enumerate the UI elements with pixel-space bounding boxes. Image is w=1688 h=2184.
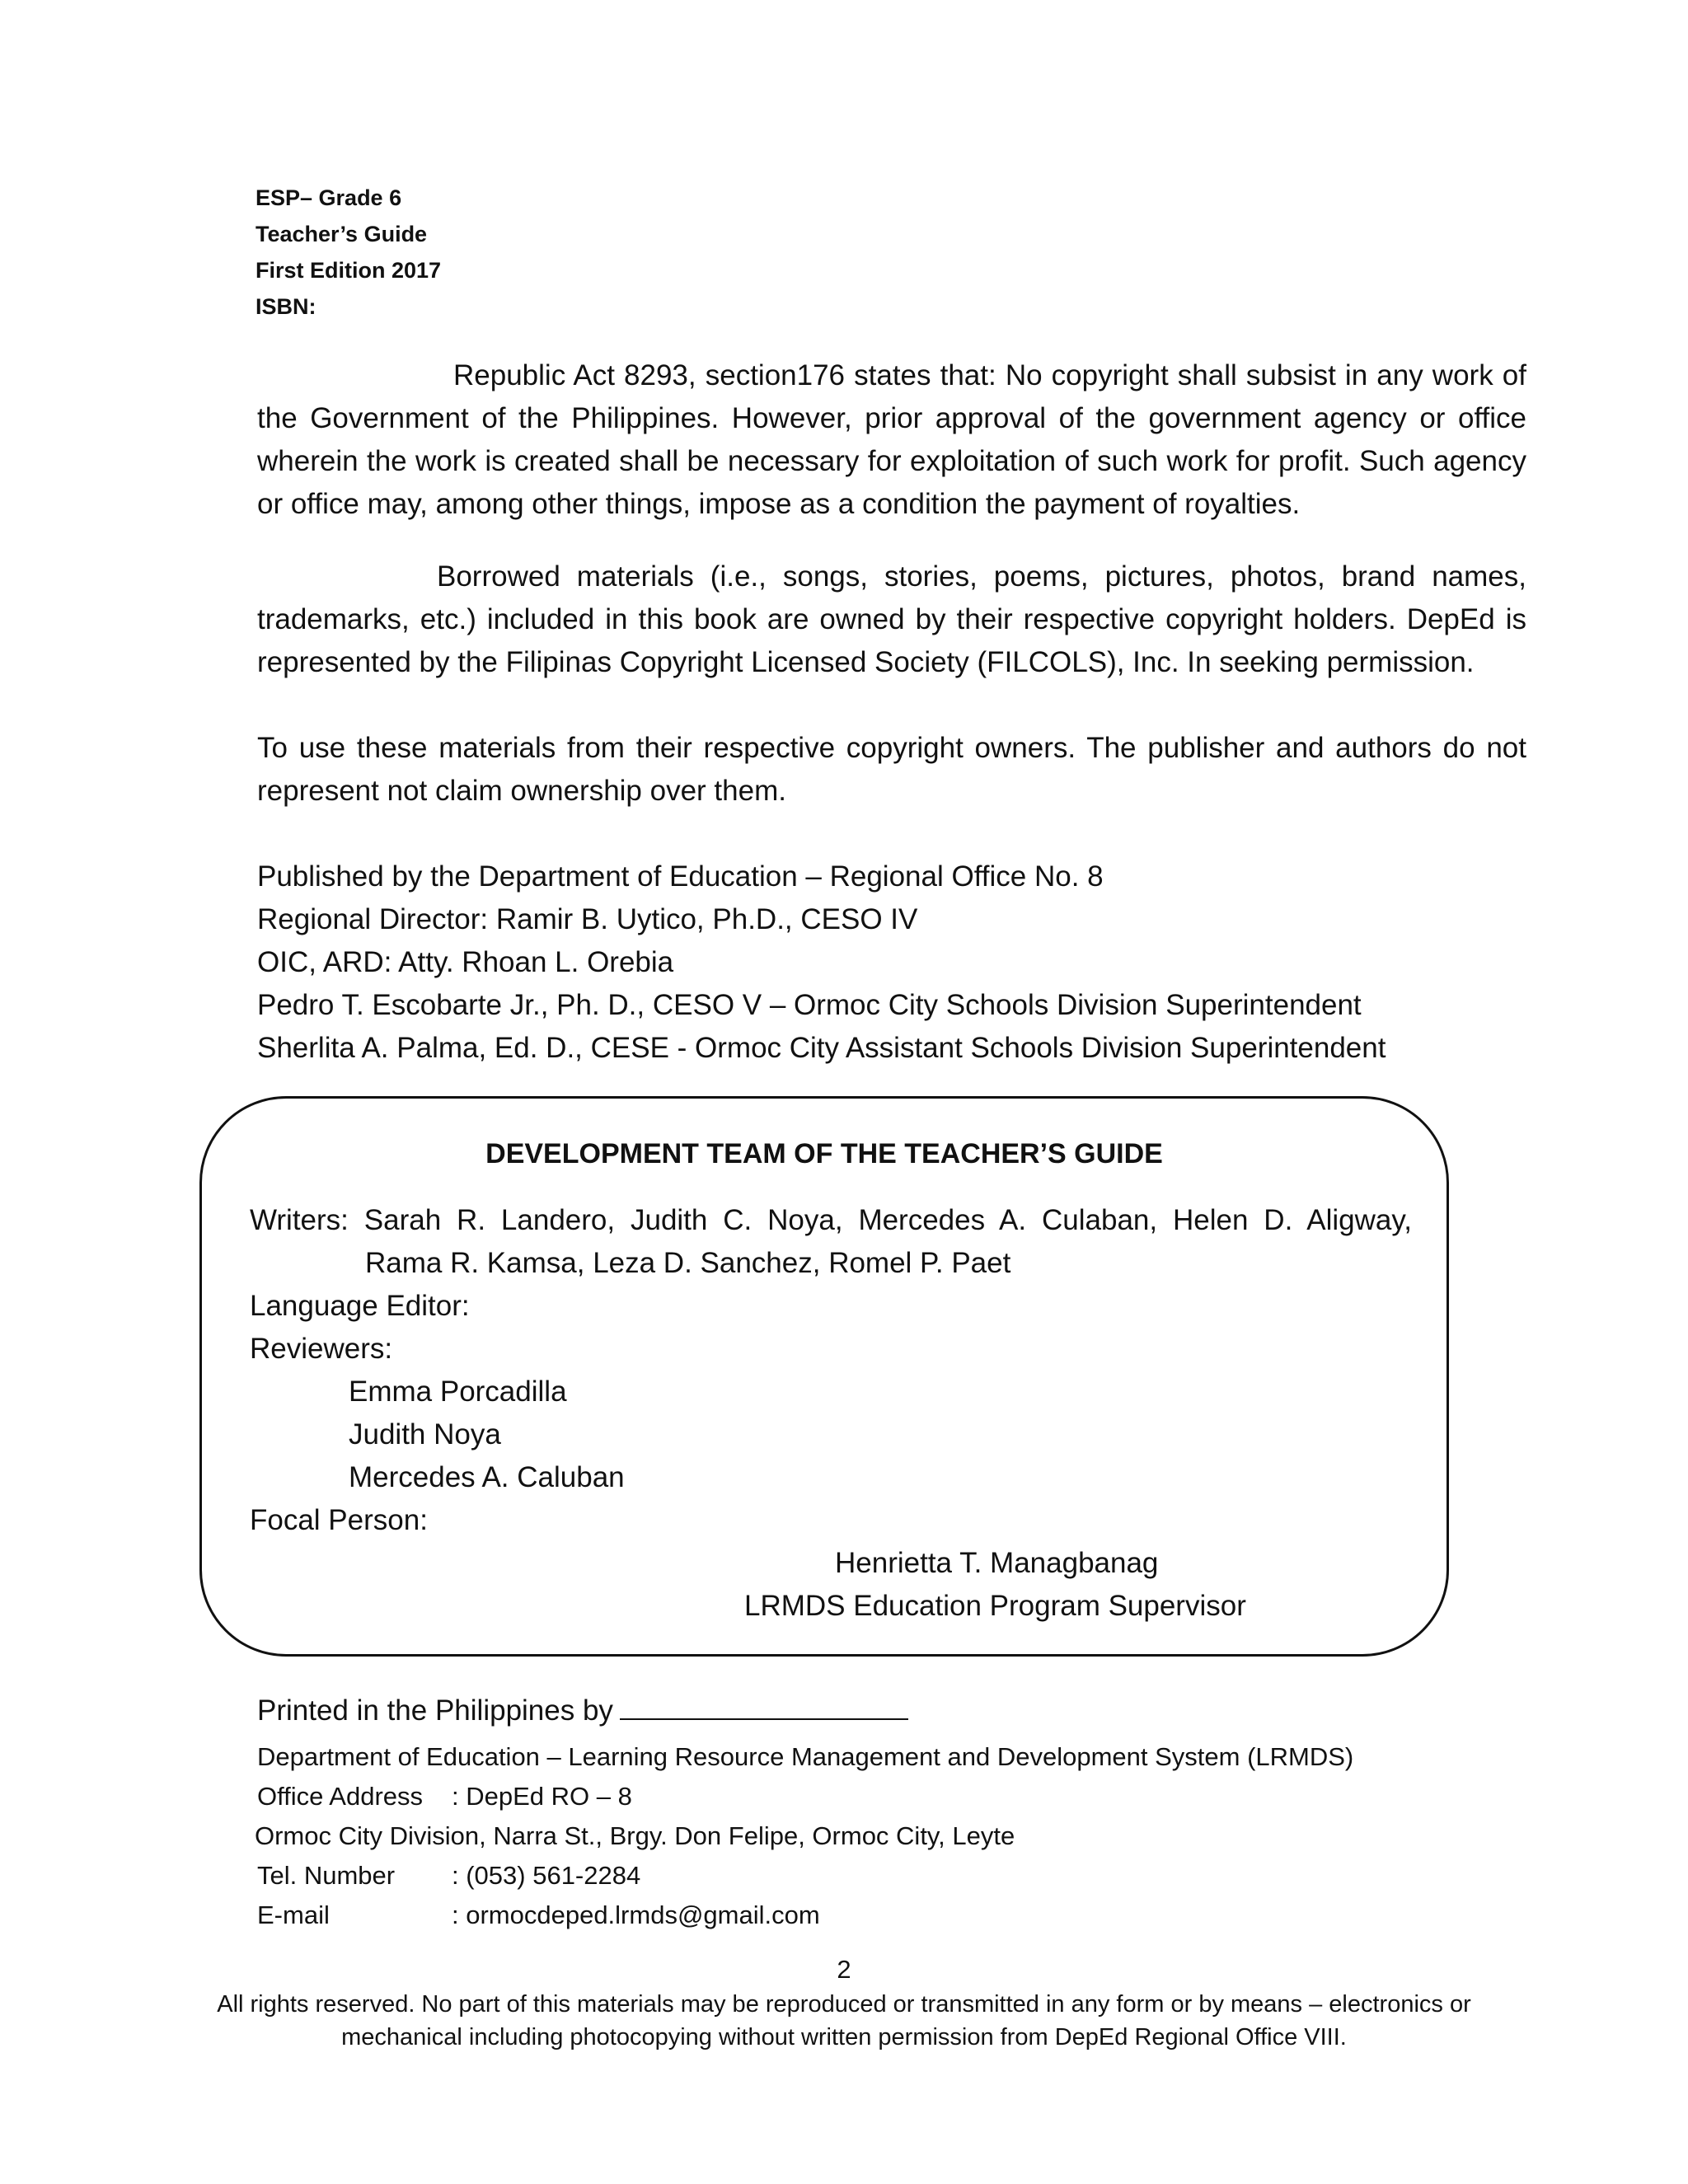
reviewer-item: Judith Noya [349,1418,501,1451]
reviewers-label: Reviewers: [250,1333,393,1365]
copyright-paragraph: Republic Act 8293, section176 states that: No copyright shall subsist in any work of the Government of the Philippines. However, prior approval of the government agency or office wherein the work is created shall be necessary for exploitation of such work for profit. Such agency or office may, among other things, impose as a condition the payment of royalties. [257,359,1526,520]
focal-person-title: LRMDS Education Program Supervisor [744,1590,1246,1622]
oic-ard: OIC, ARD: Atty. Rhoan L. Orebia [257,946,674,978]
isbn-label: ISBN: [256,294,316,319]
tel-label: Tel. Number [257,1861,396,1890]
document-header [256,180,441,325]
publisher-block [257,855,1526,1070]
guide-type: Teacher’s Guide [256,222,428,246]
office-address-value: : DepEd RO – 8 [452,1782,632,1811]
writers-continued: Rama R. Kamsa, Leza D. Sanchez, Romel P. Paet [365,1247,1011,1279]
printed-by-line [257,1694,908,1727]
team-content [250,1199,1412,1628]
email-label: E-mail [257,1900,330,1929]
printer-blank-line [620,1694,908,1720]
team-title: DEVELOPMENT TEAM OF THE TEACHER’S GUIDE [485,1138,1163,1169]
rights-footer [0,1988,1688,2054]
division-superintendent: Pedro T. Escobarte Jr., Ph. D., CESO V – Ormoc City Schools Division Superintendent [257,989,1362,1021]
publisher-line: Published by the Department of Education – Regional Office No. 8 [257,860,1104,893]
department-line: Department of Education – Learning Resource Management and Development System (LRMDS) [257,1742,1354,1771]
office-address-row [257,1777,1353,1816]
assistant-superintendent: Sherlita A. Palma, Ed. D., CESE - Ormoc City Assistant Schools Division Superintendent [257,1032,1386,1064]
footer-line: mechanical including photocopying without written permission from DepEd Regional Office VIII. [341,2024,1347,2050]
printed-by-label: Printed in the Philippines by [257,1694,613,1727]
page-number: 2 [837,1955,851,1984]
ownership-paragraph: To use these materials from their respective copyright owners. The publisher and authors do not represent not claim ownership over them. [257,732,1526,807]
regional-director: Regional Director: Ramir B. Uytico, Ph.D., CESO IV [257,903,918,935]
language-editor-label: Language Editor: [250,1290,470,1322]
development-team-box [199,1096,1449,1657]
writers-line: Writers: Sarah R. Landero, Judith C. Noya, Mercedes A. Culaban, Helen D. Aligway, [250,1204,1412,1236]
focal-person-label: Focal Person: [250,1504,428,1536]
office-address-line2: Ormoc City Division, Narra St., Brgy. Don Felipe, Ormoc City, Leyte [255,1821,1015,1850]
edition: First Edition 2017 [256,258,442,283]
reviewer-item: Mercedes A. Caluban [349,1461,625,1493]
reviewer-item: Emma Porcadilla [349,1376,567,1408]
footer-line: All rights reserved. No part of this materials may be reproduced or transmitted in any form or by means – electronics or [217,1991,1471,2018]
focal-person-name: Henrietta T. Managbanag [835,1547,1159,1579]
subject-grade: ESP– Grade 6 [256,185,402,210]
borrowed-materials-paragraph: Borrowed materials (i.e., songs, stories, poems, pictures, photos, brand names, trademarks, etc.) included in this book are owned by their respective copyright holders. DepEd is represented by the Filipinas Copyright Licensed Society (FILCOLS), Inc. In seeking permission. [257,560,1526,678]
office-address-label: Office Address [257,1782,424,1811]
email-value: : ormocdeped.lrmds@gmail.com [452,1900,820,1929]
email-row [257,1896,1353,1935]
tel-row [257,1856,1353,1896]
contact-block [257,1737,1353,1935]
tel-value: : (053) 561-2284 [452,1861,641,1890]
